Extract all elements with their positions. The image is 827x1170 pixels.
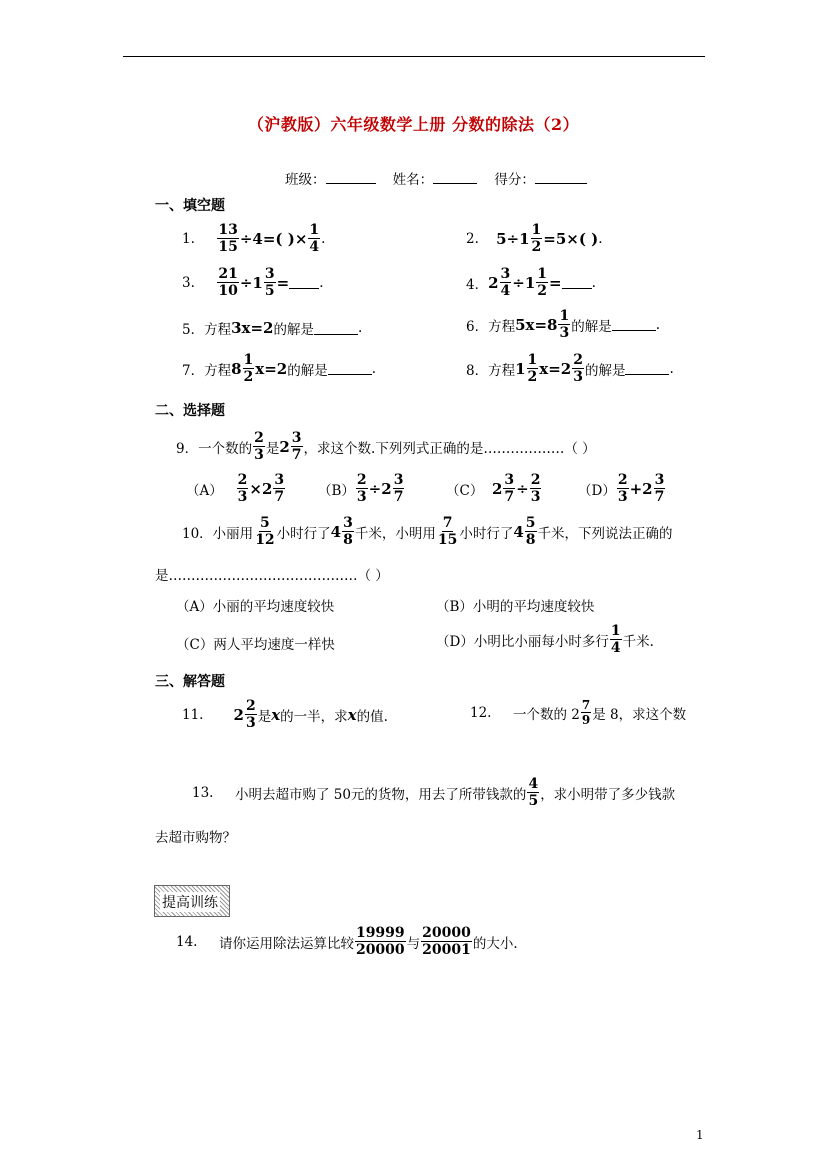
q2-expr-a: 5÷1 (496, 229, 530, 248)
fraction-denominator: 2 (531, 239, 542, 255)
q8-tail: 的解是 (584, 362, 626, 379)
question-7 (182, 352, 376, 385)
fraction-denominator: 8 (525, 532, 536, 548)
fraction-denominator: 7 (393, 489, 404, 505)
option-d-fraction-b (654, 472, 666, 505)
fraction-denominator: 3 (237, 489, 248, 505)
q7-whole: 8 (231, 359, 242, 378)
q6-period: . (655, 316, 661, 333)
fraction-numerator: 1 (537, 266, 548, 282)
fraction-numerator: 1 (309, 222, 320, 238)
q9-option-a[interactable] (186, 472, 286, 505)
question-3 (182, 266, 323, 299)
option-c-fraction-a (503, 472, 515, 505)
q9-option-c[interactable] (446, 472, 542, 505)
q10-option-c[interactable]: （C）两人平均速度一样快 (176, 637, 335, 653)
q8-fraction-a (527, 352, 539, 385)
option-c-op: ÷ (516, 479, 529, 498)
fraction-numerator: 21 (218, 266, 238, 282)
name-field[interactable] (433, 171, 477, 184)
q11-text-b: 是 (257, 708, 272, 725)
header-rule (123, 56, 705, 57)
fraction-denominator: 7 (274, 489, 285, 505)
q3-expr-b: = (276, 273, 290, 292)
q2-fraction (531, 222, 543, 255)
q5-blank[interactable] (314, 322, 358, 335)
question-4 (466, 266, 596, 299)
q14-text-b: 与 (406, 935, 421, 952)
option-b-label: （B） (318, 482, 355, 499)
fraction-denominator: 3 (245, 715, 256, 731)
fraction-numerator: 19999 (355, 925, 405, 941)
fraction-denominator: 3 (254, 447, 264, 463)
q2-period: . (598, 230, 603, 247)
fraction-numerator: 2 (245, 698, 256, 714)
q5-period: . (357, 320, 363, 336)
q5-tail: 的解是 (273, 322, 314, 338)
fraction-numerator: 3 (504, 472, 515, 488)
q4-period: . (591, 274, 596, 291)
fraction-numerator: 3 (264, 266, 275, 282)
fraction-denominator: 2 (537, 283, 548, 299)
q9-fraction-b (291, 430, 303, 463)
q4-fraction-b (536, 266, 548, 299)
fraction-denominator: 15 (218, 239, 238, 255)
page-title: （沪教版）六年级数学上册 分数的除法（2） (247, 115, 580, 134)
section-fill-blank: 一、填空题 (155, 198, 225, 214)
fraction-numerator: 2 (356, 472, 367, 488)
q3-number: 3. (182, 274, 195, 291)
q8-period: . (669, 360, 674, 377)
q10-text-a: 10．小丽用 (182, 525, 254, 542)
fraction-numerator: 3 (291, 430, 302, 446)
option-b-op: ÷2 (368, 479, 392, 498)
q10-fraction-c (437, 515, 458, 548)
q6-number: 6．方程 (466, 318, 516, 335)
q9-whole: 2 (279, 437, 290, 456)
q14-fraction-a (355, 925, 406, 958)
option-b-fraction-a (356, 472, 368, 505)
q1-fraction-b (308, 222, 320, 255)
score-field[interactable] (535, 171, 587, 184)
fraction-numerator: 2 (617, 472, 628, 488)
question-2 (466, 222, 603, 255)
q1-fraction-a (217, 222, 238, 255)
q4-whole-a: 2 (488, 273, 499, 292)
q11-var-2: x (347, 705, 357, 724)
q4-expr: ÷1 (512, 273, 536, 292)
class-field[interactable] (326, 171, 376, 184)
option-a-op: ×2 (249, 479, 273, 498)
fraction-numerator: 3 (500, 266, 511, 282)
q7-fraction (243, 352, 255, 385)
q9-text-a: 9．一个数的 (176, 440, 253, 457)
question-11 (182, 698, 388, 731)
option-d-text: （D）小明比小丽每小时多行 (436, 633, 609, 650)
q4-fraction-a (500, 266, 512, 299)
q13-number: 13. (192, 784, 214, 801)
q3-fraction-a (217, 266, 238, 299)
q13-text-a: 小明去超市购了 50元的货物，用去了所带钱款的 (234, 786, 527, 803)
fraction-denominator: 3 (356, 489, 367, 505)
fraction-denominator: 12 (255, 532, 275, 548)
q10-whole-b: 4 (513, 522, 524, 541)
q1-number: 1. (182, 230, 195, 247)
fraction-numerator: 2 (573, 352, 583, 368)
question-12 (470, 698, 686, 727)
q11-number: 11. (182, 706, 204, 723)
question-9 (176, 430, 596, 463)
q10-text-h: 千米，下列说法正确的 (537, 525, 673, 542)
q11-whole: 2 (233, 705, 244, 724)
fraction-denominator: 5 (528, 793, 539, 809)
q10-fraction-d (525, 515, 537, 548)
fraction-numerator: 1 (243, 352, 254, 368)
fraction-denominator: 7 (504, 489, 515, 505)
option-d-fraction (610, 623, 622, 656)
fraction-denominator: 20001 (422, 942, 471, 958)
fraction-numerator: 4 (528, 776, 539, 792)
fraction-denominator: 3 (617, 489, 628, 505)
fraction-numerator: 2 (530, 472, 541, 488)
q9-fraction-a (253, 430, 265, 463)
q9-option-b[interactable] (318, 472, 405, 505)
q10-whole-a: 4 (330, 522, 342, 541)
q13-line-2: 去超市购物？ (155, 830, 236, 846)
option-c-label: （C） (446, 482, 484, 499)
fraction-numerator: 1 (527, 352, 538, 368)
q12-fraction (581, 698, 591, 727)
q9-text-d: ，求这个数.下列列式正确的是………………（ ） (303, 440, 596, 457)
fraction-denominator: 15 (437, 532, 458, 548)
page-number: 1 (696, 1128, 704, 1142)
option-c-fraction-b (530, 472, 542, 505)
section-solve: 三、解答题 (155, 674, 225, 690)
q11-var-1: x (271, 705, 281, 724)
fraction-denominator: 4 (309, 239, 320, 255)
q7-equation: x=2 (255, 359, 288, 378)
question-1 (182, 222, 325, 255)
q7-period: . (371, 360, 377, 377)
q8-whole: 1 (515, 359, 526, 378)
q10-text-d: 千米，小明用 (354, 525, 436, 542)
q10-text-e: 小时行了 (459, 525, 514, 542)
q8-number: 8．方程 (466, 362, 516, 379)
q3-period: . (319, 274, 324, 291)
q7-number: 7．方程 (182, 362, 232, 379)
q10-text-b: 小时行了 (276, 525, 331, 542)
question-6 (466, 308, 660, 341)
q7-blank[interactable] (328, 362, 372, 375)
q10-option-a[interactable]: （A）小丽的平均速度较快 (176, 599, 335, 615)
fraction-numerator: 3 (393, 472, 404, 488)
fraction-numerator: 7 (442, 515, 453, 531)
fraction-numerator: 1 (559, 308, 570, 324)
option-c-whole: 2 (491, 479, 503, 498)
q2-number: 2. (466, 230, 479, 247)
section-multiple-choice: 二、选择题 (155, 403, 225, 419)
option-a-fraction-b (273, 472, 285, 505)
q12-text-a: 一个数的 2 (512, 706, 580, 723)
fraction-denominator: 7 (654, 489, 665, 505)
q11-fraction (245, 698, 257, 731)
q12-text-b: 是 8，求这个数 (592, 706, 687, 723)
fraction-denominator: 3 (573, 369, 583, 385)
q12-number: 12. (470, 704, 492, 721)
question-14 (176, 925, 518, 958)
q6-tail: 的解是 (571, 318, 612, 335)
q3-fraction-b (264, 266, 276, 299)
fraction-denominator: 4 (500, 283, 511, 299)
q5-equation: 3x=2 (231, 319, 274, 337)
question-5 (182, 318, 362, 338)
fraction-numerator: 5 (525, 515, 536, 531)
q3-expr-a: ÷1 (239, 273, 263, 292)
fraction-numerator: 3 (654, 472, 665, 488)
fraction-numerator: 7 (581, 698, 591, 712)
advanced-training-stamp (154, 885, 230, 917)
q9-option-d[interactable] (578, 472, 666, 505)
option-d-end: 千米. (622, 633, 654, 650)
q8-blank[interactable] (625, 362, 669, 375)
q10-fraction-a (254, 515, 275, 548)
fraction-denominator: 4 (610, 640, 621, 656)
q5-number: 5．方程 (182, 322, 232, 338)
option-d-label: （D） (578, 482, 616, 499)
fraction-denominator: 10 (218, 283, 238, 299)
q14-fraction-b (421, 925, 472, 958)
stamp-label: 提高训练 (160, 892, 220, 912)
fraction-denominator: 2 (527, 369, 538, 385)
fraction-numerator: 1 (531, 222, 542, 238)
q3-blank[interactable] (289, 276, 319, 289)
fraction-numerator: 3 (274, 472, 285, 488)
option-b-fraction-b (393, 472, 405, 505)
score-label: 得分： (494, 172, 535, 188)
fraction-denominator: 8 (343, 532, 353, 548)
q1-period: . (321, 230, 326, 247)
fraction-numerator: 3 (343, 515, 353, 531)
option-d-op: +2 (629, 479, 653, 498)
q1-expression: ÷4=( )× (239, 229, 308, 248)
q14-text-c: 的大小. (472, 935, 518, 952)
fraction-numerator: 5 (260, 515, 270, 531)
question-10 (182, 515, 673, 548)
q10-option-b[interactable]: （B）小明的平均速度较快 (436, 599, 595, 615)
fraction-denominator: 2 (243, 369, 254, 385)
q4-equals: = (549, 273, 562, 292)
fraction-denominator: 3 (530, 489, 541, 505)
fraction-denominator: 20000 (355, 942, 405, 958)
q2-expr-b: =5×( ) (543, 229, 599, 248)
q4-number: 4． (466, 276, 489, 293)
option-d-fraction-a (617, 472, 629, 505)
fraction-numerator: 2 (254, 430, 264, 446)
q14-number: 14. (176, 933, 198, 950)
option-a-fraction-a (237, 472, 249, 505)
name-label: 姓名： (392, 172, 434, 188)
q9-text-b: 是 (265, 440, 280, 457)
q13-text-b: ，求小明带了多少钱款 (540, 786, 676, 803)
q7-tail: 的解是 (287, 362, 328, 379)
fraction-numerator: 2 (237, 472, 248, 488)
q10-fraction-b (342, 515, 354, 548)
q6-equation: 5x=8 (515, 315, 558, 334)
student-info (285, 168, 587, 188)
class-label: 班级： (285, 172, 326, 188)
q10-option-d[interactable] (436, 623, 654, 656)
fraction-denominator: 5 (264, 283, 275, 299)
option-a-label: （A） (186, 482, 223, 499)
fraction-denominator: 3 (559, 325, 570, 341)
q14-text-a: 请你运用除法运算比较 (218, 935, 354, 952)
fraction-denominator: 7 (291, 447, 302, 463)
question-8 (466, 352, 674, 385)
fraction-numerator: 1 (610, 623, 621, 639)
q4-blank[interactable] (562, 276, 592, 289)
q11-text-c: 的一半，求 (280, 708, 348, 725)
q11-text-d: 的值. (356, 708, 388, 725)
q8-fraction-b (572, 352, 584, 385)
q6-fraction (558, 308, 570, 341)
q6-blank[interactable] (612, 318, 656, 331)
fraction-numerator: 20000 (422, 925, 471, 941)
fraction-numerator: 13 (218, 222, 238, 238)
fraction-denominator: 9 (581, 713, 591, 727)
q10-line-2: 是……………………………………（ ） (155, 568, 389, 584)
question-13 (192, 776, 675, 809)
q13-fraction (527, 776, 539, 809)
q8-equation: x=2 (539, 359, 572, 378)
